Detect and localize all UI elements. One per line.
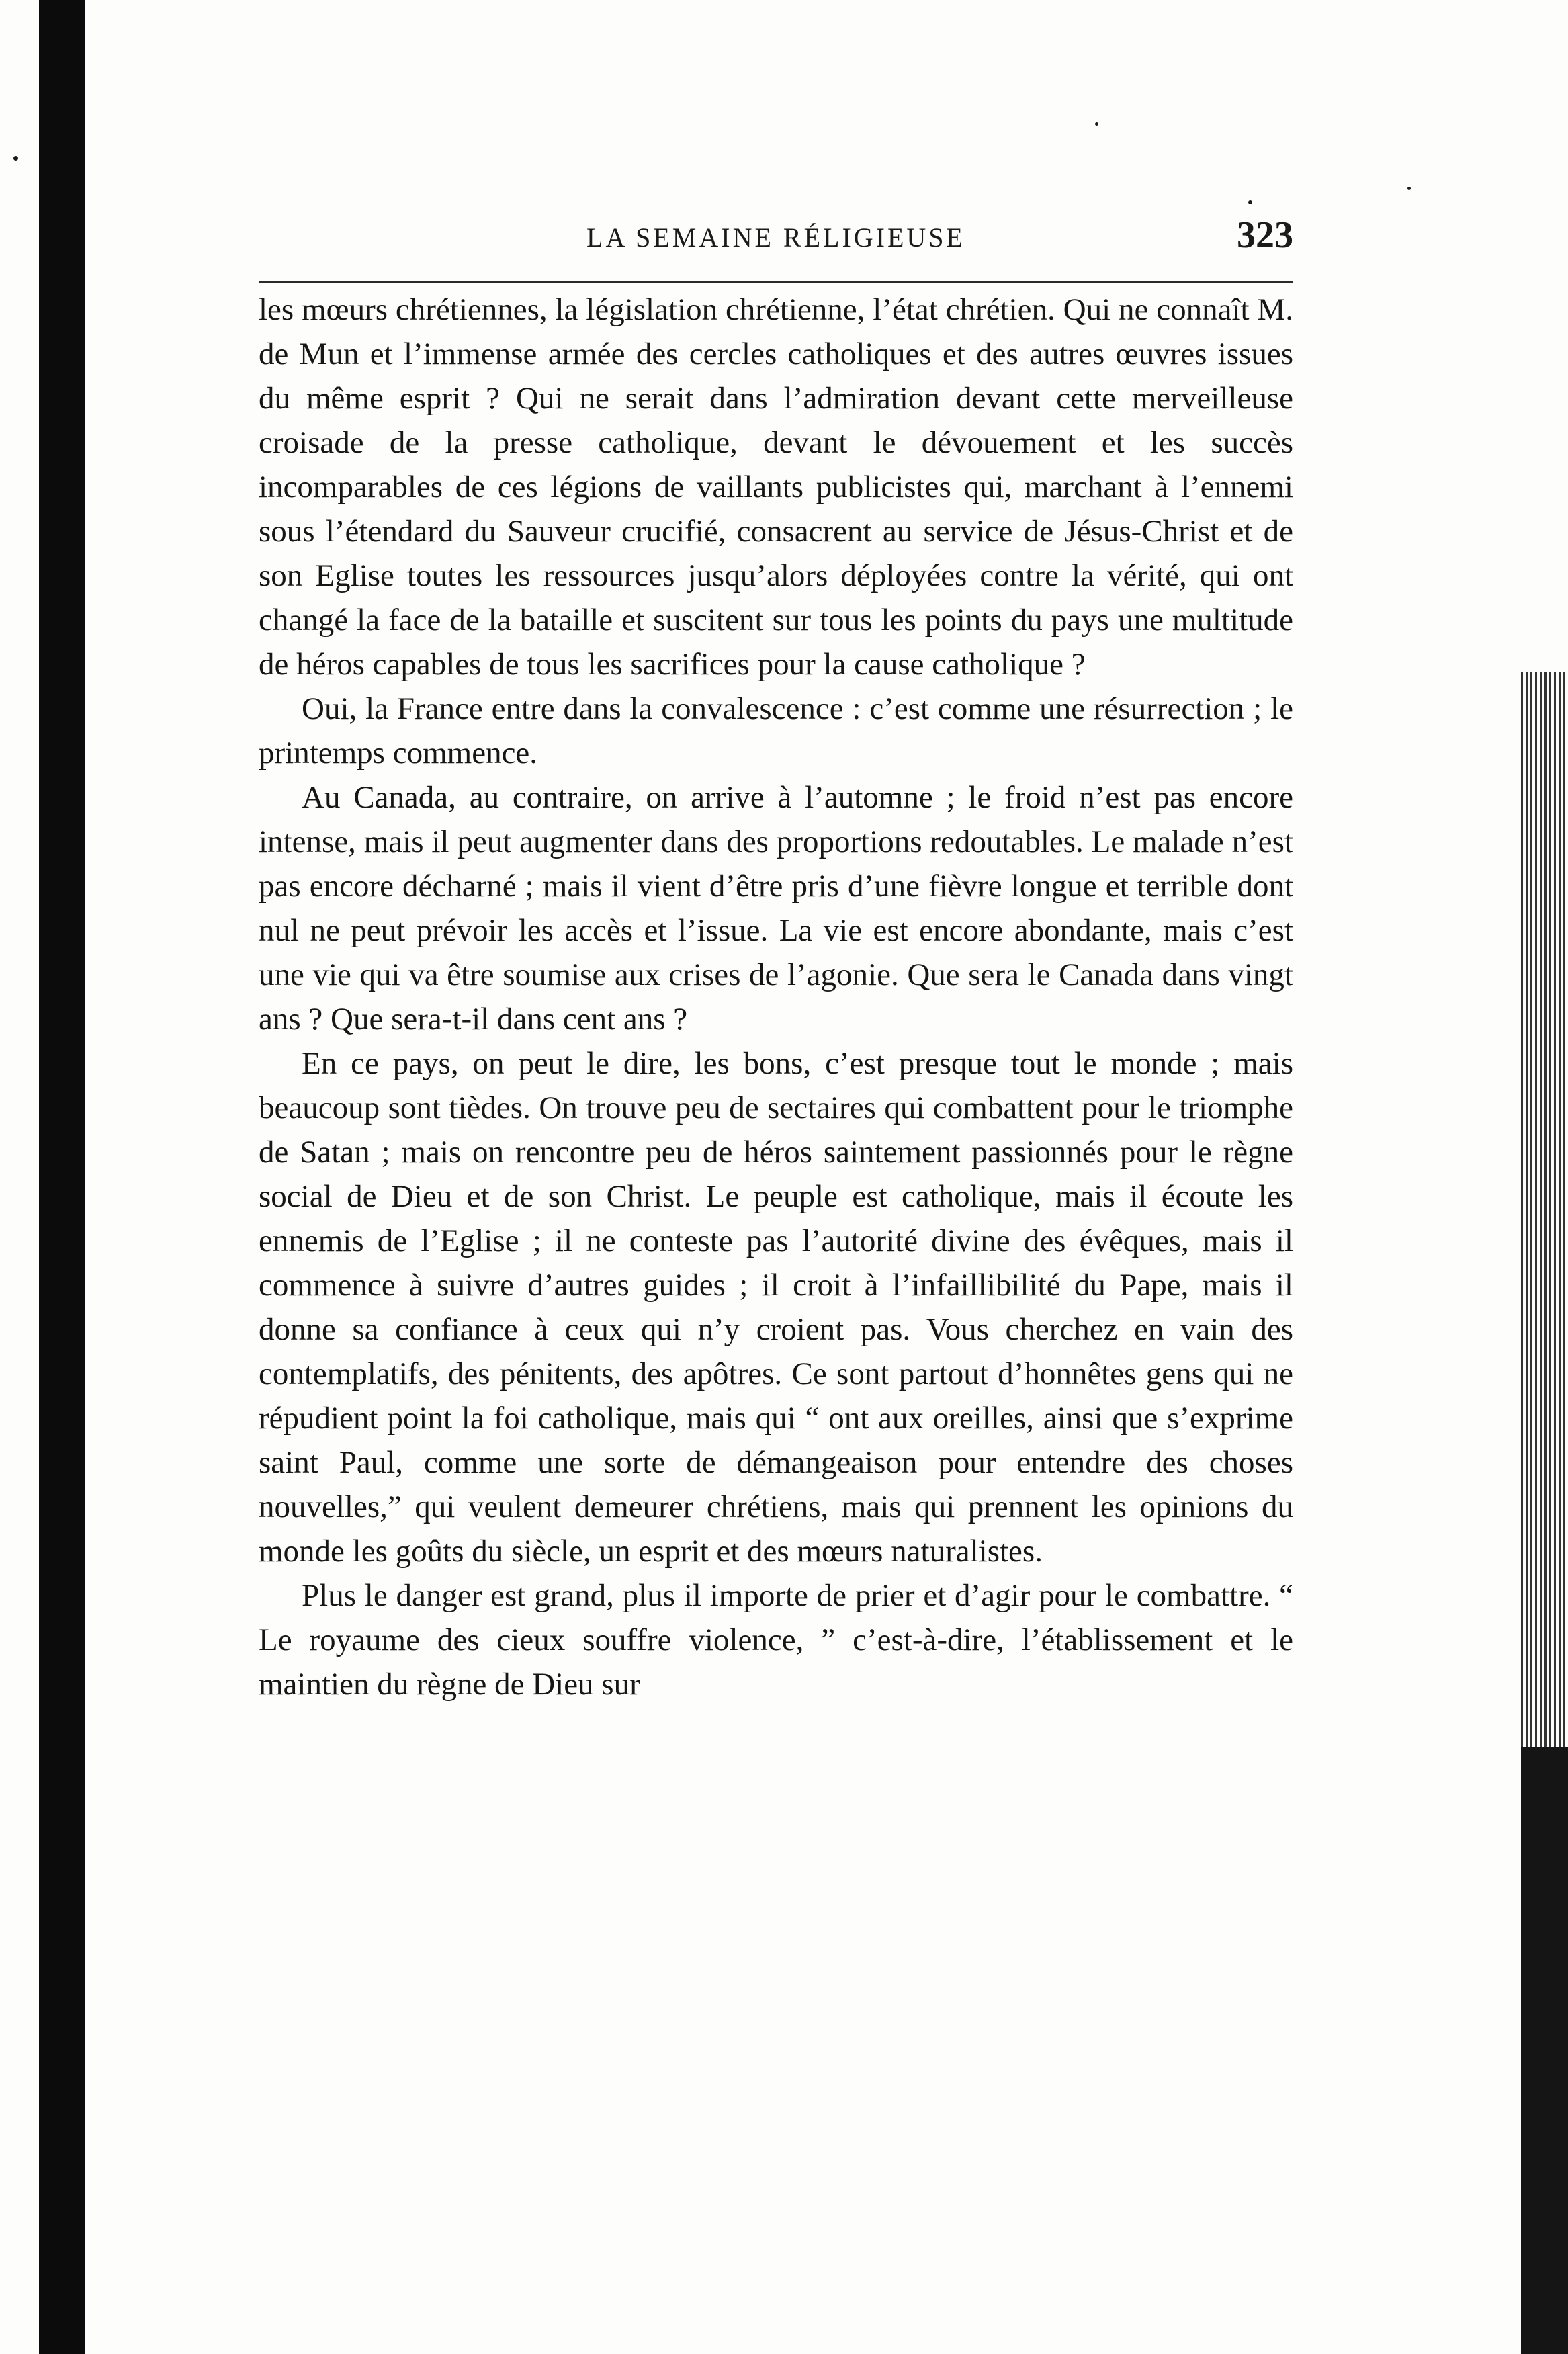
ink-speck xyxy=(1407,187,1411,190)
page-edge-shadow-dark xyxy=(1521,1747,1568,2354)
ink-speck xyxy=(1095,122,1098,126)
paragraph: les mœurs chrétiennes, la législation chrétienne, l’état chrétien. Qui ne connaît M. de Mun et l’immense armée des cercles catholiques et des autres œuvres issues du même esprit ? Qui ne serait dans l’admiration devant cette merveilleuse croisade de la presse catholique, devant le dévouement et les succès incomparables de ces légions de vaillants publicistes qui, marchant à l’ennemi sous l’étendard du Sauveur crucifié, consacrent au service de Jésus-Christ et de son Eglise toutes les ressources jusqu’alors déployées contre la vérité, qui ont changé la face de la bataille et suscitent sur tous les points du pays une multitude de héros capables de tous les sacrifices pour la cause catholique ? xyxy=(259,292,1293,682)
ink-speck xyxy=(1248,200,1252,204)
paragraph: Oui, la France entre dans la convalescence : c’est comme une résurrection ; le printemps commence. xyxy=(259,691,1293,771)
paragraph: Au Canada, au contraire, on arrive à l’automne ; le froid n’est pas encore intense, mais il peut augmenter dans des proportions redoutables. Le malade n’est pas encore décharné ; mais il vient d’être pris d’une fièvre longue et terrible dont nul ne peut prévoir les accès et l’issue. La vie est encore abondante, mais c’est une vie qui va être soumise aux crises de l’agonie. Que sera le Canada dans vingt ans ? Que sera-t-il dans cent ans ? xyxy=(259,780,1293,1037)
page-header xyxy=(259,214,1293,274)
paragraph: En ce pays, on peut le dire, les bons, c’est presque tout le monde ; mais beaucoup sont tièdes. On trouve peu de sectaires qui combattent pour le triomphe de Satan ; mais on rencontre peu de héros saintement passionnés pour le règne social de Dieu et de son Christ. Le peuple est catholique, mais il écoute les ennemis de l’Eglise ; il ne conteste pas l’autorité divine des évêques, mais il commence à suivre d’autres guides ; il croit à l’infaillibilité du Pape, mais il donne sa confiance à ceux qui n’y croient pas. Vous cherchez en vain des contemplatifs, des pénitents, des apôtres. Ce sont partout d’honnêtes gens qui ne répudient point la foi catholique, mais qui “ ont aux oreilles, ainsi que s’exprime saint Paul, comme une sorte de démangeaison pour entendre des choses nouvelles,” qui veulent demeurer chrétiens, mais qui prennent les opinions du monde les goûts du siècle, un esprit et des mœurs naturalistes. xyxy=(259,1046,1293,1569)
header-rule xyxy=(259,281,1293,283)
body-text xyxy=(259,288,1293,1706)
page-number: 323 xyxy=(1237,214,1293,256)
paragraph: Plus le danger est grand, plus il importe de prier et d’agir pour le combattre. “ Le royaume des cieux souffre violence, ” c’est-à-dire, l’établissement et le maintien du règne de Dieu sur xyxy=(259,1578,1293,1702)
ink-speck xyxy=(13,156,18,161)
running-title: LA SEMAINE RÉLIGIEUSE xyxy=(586,222,965,253)
book-binding-shadow xyxy=(39,0,85,2354)
